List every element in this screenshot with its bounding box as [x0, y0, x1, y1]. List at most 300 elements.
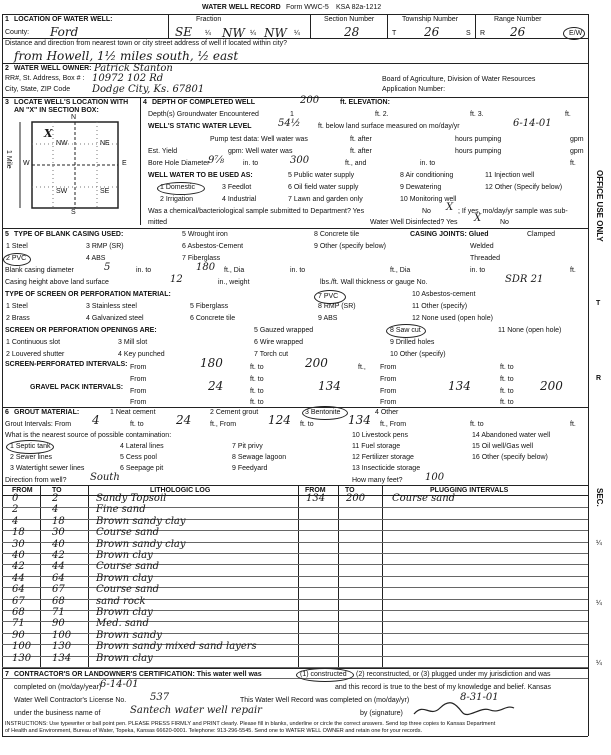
- range-direction: E/W: [569, 30, 583, 37]
- cert-line3b: This Water Well Record was completed on (mo/day/yr): [240, 697, 410, 704]
- perf-to-1: ft. to: [250, 364, 264, 371]
- log-to-header: TO: [52, 487, 62, 494]
- ksa-number: KSA 82a-1212: [336, 4, 382, 11]
- log-to[interactable]: 44: [52, 561, 65, 573]
- casing-pvc-circle: [3, 253, 31, 266]
- opening-key[interactable]: 4 Key punched: [118, 351, 165, 358]
- township-t: T: [392, 30, 397, 37]
- log-from[interactable]: 130: [12, 652, 32, 664]
- gravel-from-4: From: [380, 399, 397, 406]
- section-1-number: 1: [5, 16, 9, 23]
- mile-label: 1 Mile: [5, 150, 12, 169]
- log-to[interactable]: 130: [52, 641, 72, 653]
- grout-to-1[interactable]: 24: [176, 413, 192, 427]
- log-from[interactable]: 40: [12, 550, 25, 561]
- bore-diameter[interactable]: 9⅞: [208, 155, 225, 166]
- log-from[interactable]: 2: [12, 504, 19, 516]
- grout-to-2[interactable]: 134: [348, 413, 371, 427]
- opening-continuous[interactable]: 1 Continuous slot: [6, 339, 61, 346]
- county-value[interactable]: Ford: [50, 25, 79, 39]
- plug-from-header: FROM: [305, 487, 326, 494]
- gravel-to-3: ft. to: [250, 399, 264, 406]
- quadrant-nw: NW: [56, 140, 68, 147]
- contamination-label: What is the nearest source of possible contamination:: [5, 432, 172, 439]
- log-to[interactable]: 40: [52, 538, 65, 550]
- casing-other[interactable]: 9 Other (specify below): [314, 243, 386, 250]
- opening-gauzed[interactable]: 5 Gauzed wrapped: [254, 327, 314, 334]
- well-location-mark[interactable]: X: [44, 127, 53, 140]
- contam-privy[interactable]: 7 Pit privy: [232, 443, 263, 450]
- static-level-value[interactable]: 54½: [278, 118, 301, 129]
- cert-line1: CONTRACTOR'S OR LANDOWNER'S CERTIFICATION: This water well was: [14, 671, 262, 678]
- casing-threaded[interactable]: Threaded: [470, 255, 500, 262]
- quadrant-sw: SW: [56, 188, 68, 195]
- chem-sample-label: Was a chemical/bacteriological sample submitted to Department? Yes: [148, 208, 365, 215]
- contam-insecticide[interactable]: 13 Insecticide storage: [352, 465, 421, 472]
- side-q1: ¼: [596, 540, 602, 547]
- log-to[interactable]: 100: [52, 629, 72, 641]
- fraction-2[interactable]: NW: [222, 26, 245, 40]
- owner-heading: WATER WELL OWNER:: [14, 65, 92, 72]
- chem-mitted: mitted: [148, 219, 168, 226]
- gravel-from-1: From: [130, 388, 147, 395]
- form-title: WATER WELL RECORD: [202, 4, 281, 11]
- yield-hours: hours pumping: [455, 148, 502, 155]
- log-from[interactable]: 30: [12, 538, 25, 550]
- log-from[interactable]: 67: [12, 595, 25, 607]
- casing-steel[interactable]: 1 Steel: [6, 243, 28, 250]
- contam-other[interactable]: 16 Other (specify below): [472, 454, 548, 461]
- log-from[interactable]: 90: [12, 629, 25, 641]
- screen-asbestos[interactable]: 10 Asbestos-cement: [412, 291, 476, 298]
- casing-diameter[interactable]: 5: [104, 262, 111, 273]
- cert-date-2[interactable]: 8-31-01: [460, 692, 499, 703]
- address-value[interactable]: 10972 102 Rd: [92, 73, 164, 84]
- casing-abs[interactable]: 4 ABS: [86, 255, 106, 262]
- log-description[interactable]: Brown clay: [96, 550, 153, 561]
- use-dewatering[interactable]: 9 Dewatering: [400, 184, 442, 191]
- log-to[interactable]: 2: [52, 493, 59, 504]
- section-2-number: 2: [5, 65, 9, 72]
- static-level-label: WELL'S STATIC WATER LEVEL: [148, 123, 252, 130]
- owner-name[interactable]: Patrick Stanton: [94, 63, 173, 74]
- casing-rmp[interactable]: 3 RMP (SR): [86, 243, 124, 250]
- contam-fuel[interactable]: 11 Fuel storage: [352, 443, 401, 450]
- grout-from-3-label: ft., From: [380, 421, 407, 428]
- perf-from-1: From: [130, 364, 147, 371]
- disinfected-x[interactable]: X: [474, 213, 482, 224]
- compass-w: W: [23, 160, 30, 167]
- use-domestic[interactable]: 1 Domestic: [160, 184, 196, 191]
- quadrant-ne: NE: [100, 140, 110, 147]
- yield-label: Est. Yield: [148, 148, 178, 155]
- casing-height-label: Casing height above land surface: [5, 279, 109, 286]
- opening-louvered[interactable]: 2 Louvered shutter: [6, 351, 65, 358]
- log-from[interactable]: 0: [12, 493, 19, 504]
- log-from-header: FROM: [12, 487, 33, 494]
- contam-abandoned[interactable]: 14 Abandoned water well: [472, 432, 551, 439]
- fraction-1[interactable]: SE: [175, 25, 192, 39]
- pump-gpm: gpm: [570, 136, 584, 143]
- plug-from[interactable]: 134: [306, 493, 326, 504]
- casing-asbestos[interactable]: 6 Asbestos-Cement: [182, 243, 244, 250]
- screen-pvc[interactable]: 7 PVC: [318, 293, 339, 300]
- log-to[interactable]: 134: [52, 652, 72, 664]
- cert-line2b: and this record is true to the best of my knowledge and belief. Kansas: [335, 684, 551, 691]
- use-irrigation[interactable]: 2 Irrigation: [160, 196, 194, 203]
- perf-to-4: ft. to: [500, 376, 514, 383]
- static-level-tail: ft. below land surface measured on mo/day/yr: [318, 123, 460, 130]
- disinfected-no: No: [500, 219, 509, 226]
- cert-business-label: under the business name of: [14, 710, 101, 717]
- groundwater-3: ft. 3.: [470, 111, 484, 118]
- contam-oilgas[interactable]: 15 Oil well/Gas well: [472, 443, 534, 450]
- grout-to-2-label: ft. to: [300, 421, 314, 428]
- log-to[interactable]: 4: [52, 504, 59, 516]
- address-label: RR#, St. Address, Box # :: [5, 75, 85, 82]
- use-oilfield[interactable]: 6 Oil field water supply: [288, 184, 359, 191]
- instructions-2: of Health and Environment, Bureau of Water, Topeka, Kansas 66620-0001. Telephone: 913-296-5545. Send one to WATER WELL OWNER and retain one for your records.: [5, 728, 423, 734]
- howmany-label: How many feet?: [352, 477, 403, 484]
- chem-sample-x[interactable]: X: [446, 202, 454, 213]
- casing-height[interactable]: 12: [170, 274, 183, 285]
- form-number: Form WWC-5: [286, 4, 329, 11]
- bore-ft-2: ft.: [570, 160, 576, 167]
- screen-fiberglass[interactable]: 5 Fiberglass: [190, 303, 229, 310]
- log-description[interactable]: Brown sandy clay: [96, 538, 186, 550]
- log-to[interactable]: 71: [52, 607, 65, 618]
- opening-torch[interactable]: 7 Torch cut: [254, 351, 289, 358]
- perf-from-value[interactable]: 180: [200, 356, 223, 370]
- locate-heading: LOCATE WELL'S LOCATION WITH: [14, 99, 129, 106]
- bore-depth[interactable]: 300: [290, 155, 310, 166]
- yield-after: ft. after: [350, 148, 372, 155]
- distance-label: Distance and direction from nearest town or city street address of well if located within city?: [5, 40, 288, 47]
- casing-in-to-2: in. to: [290, 267, 306, 274]
- casing-joints-label: CASING JOINTS: Glued: [410, 231, 489, 238]
- use-lawn[interactable]: 7 Lawn and garden only: [288, 196, 363, 203]
- casing-weight-label: in., weight: [218, 279, 250, 286]
- yield-gpm: gpm: [570, 148, 584, 155]
- gravel-from-value-1[interactable]: 24: [208, 379, 224, 393]
- screen-concrete[interactable]: 6 Concrete tile: [190, 315, 236, 322]
- log-description[interactable]: Brown clay: [96, 652, 153, 664]
- casing-pvc[interactable]: 2 PVC: [6, 255, 27, 262]
- opening-saw-circle: [386, 324, 426, 338]
- quadrant-se: SE: [100, 188, 110, 195]
- groundwater-label: Depth(s) Groundwater Encountered: [148, 111, 259, 118]
- casing-heading: TYPE OF BLANK CASING USED:: [14, 231, 124, 238]
- log-description[interactable]: Course sand: [96, 584, 160, 596]
- log-to[interactable]: 30: [52, 527, 65, 539]
- cert-date[interactable]: 6-14-01: [100, 679, 139, 690]
- cert-by-label: by (signature): [360, 710, 403, 717]
- side-sec: SEC.: [595, 488, 604, 507]
- casing-depth[interactable]: 180: [196, 262, 216, 273]
- log-description[interactable]: Brown sandy clay: [96, 515, 186, 527]
- bore-in-to: in. to: [243, 160, 259, 167]
- use-other[interactable]: 12 Other (Specify below): [485, 184, 563, 191]
- chem-sample-tail: ; If yes, mo/day/yr sample was sub-: [458, 208, 568, 215]
- log-from[interactable]: 68: [12, 607, 25, 618]
- casing-clamped[interactable]: Clamped: [527, 231, 556, 238]
- screen-stainless[interactable]: 3 Stainless steel: [86, 303, 137, 310]
- screen-galvanized[interactable]: 4 Galvanized steel: [86, 315, 144, 322]
- section-4-number: 4: [143, 99, 147, 106]
- grout-from-1[interactable]: 4: [92, 413, 100, 427]
- screen-heading: TYPE OF SCREEN OR PERFORATION MATERIAL:: [5, 291, 171, 298]
- contam-lateral[interactable]: 4 Lateral lines: [120, 443, 164, 450]
- log-to[interactable]: 90: [52, 618, 65, 630]
- board-label: Board of Agriculture, Division of Water Resources: [382, 76, 536, 83]
- quarter-3: ¼: [294, 30, 300, 37]
- gravel-to-4: ft. to: [500, 399, 514, 406]
- groundwater-1: 1: [290, 111, 294, 118]
- grout-to-1-label: ft. to: [130, 421, 144, 428]
- instructions-1: INSTRUCTIONS: Use typewriter or ball point pen. PLEASE PRESS FIRMLY and PRINT clearly. Please fill in blanks, underline or circle the correct answers. Send top three copies to Kansas Department: [5, 721, 496, 727]
- pump-after: ft. after: [350, 136, 372, 143]
- log-description[interactable]: Brown clay: [96, 572, 153, 584]
- casing-concrete[interactable]: 8 Concrete tile: [314, 231, 360, 238]
- log-from[interactable]: 71: [12, 618, 25, 630]
- section-5-number: 5: [5, 231, 9, 238]
- township-label: Township Number: [402, 16, 459, 23]
- pump-hours: hours pumping: [455, 136, 502, 143]
- cert-license[interactable]: 537: [150, 692, 170, 703]
- grout-heading: GROUT MATERIAL:: [14, 409, 80, 416]
- log-from[interactable]: 64: [12, 584, 25, 596]
- gravel-from-3: From: [130, 399, 147, 406]
- plug-to-header: TO: [345, 487, 355, 494]
- log-description[interactable]: Med. sand: [96, 618, 149, 630]
- log-from[interactable]: 18: [12, 527, 25, 539]
- opening-other[interactable]: 10 Other (specify): [390, 351, 446, 358]
- quarter-1: ¼: [205, 30, 211, 37]
- use-injection[interactable]: 11 Injection well: [485, 172, 535, 179]
- city-value[interactable]: Dodge City, Ks. 67801: [92, 84, 205, 95]
- perf-to-3: ft. to: [250, 376, 264, 383]
- opening-none[interactable]: 11 None (open hole): [498, 327, 562, 334]
- gravel-to-value-2[interactable]: 200: [540, 379, 563, 393]
- side-q2: ¼: [596, 600, 602, 607]
- chem-sample-no: No: [422, 208, 431, 215]
- side-t: T: [596, 300, 601, 307]
- contam-seepage[interactable]: 6 Seepage pit: [120, 465, 164, 472]
- grout-from-2[interactable]: 124: [268, 413, 291, 427]
- log-from[interactable]: 4: [12, 515, 19, 527]
- contam-fertilizer[interactable]: 12 Fertilizer storage: [352, 454, 414, 461]
- perf-intervals-label: SCREEN-PERFORATED INTERVALS:: [5, 361, 128, 368]
- groundwater-end: ft.: [565, 111, 571, 118]
- casing-welded[interactable]: Welded: [470, 243, 494, 250]
- plug-to[interactable]: 200: [346, 493, 366, 504]
- log-title-header: LITHOLOGIC LOG: [150, 487, 211, 494]
- openings-heading: SCREEN OR PERFORATION OPENINGS ARE:: [5, 327, 157, 334]
- log-to[interactable]: 68: [52, 595, 65, 607]
- opening-drilled[interactable]: 9 Drilled holes: [390, 339, 435, 346]
- casing-in-to: in. to: [136, 267, 152, 274]
- bore-label: Bore Hole Diameter: [148, 160, 210, 167]
- log-description[interactable]: Sandy Topsoil: [96, 493, 167, 504]
- grout-from-2-label: ft., From: [210, 421, 237, 428]
- contam-lagoon[interactable]: 8 Sewage lagoon: [232, 454, 287, 461]
- use-ac[interactable]: 8 Air conditioning: [400, 172, 454, 179]
- screen-pvc-circle: [314, 290, 346, 304]
- disinfected-label: Water Well Disinfected? Yes: [370, 219, 458, 226]
- perf-to-value[interactable]: 200: [305, 356, 328, 370]
- quarter-2: ¼: [250, 30, 256, 37]
- section-number-label: Section Number: [324, 16, 375, 23]
- compass-s: S: [71, 209, 76, 216]
- log-to[interactable]: 67: [52, 584, 65, 596]
- plug-title-header: PLUGGING INTERVALS: [430, 487, 509, 494]
- cert-constructed[interactable]: (1) constructed: [300, 671, 347, 678]
- perf-from-4: From: [380, 376, 397, 383]
- screen-none[interactable]: 12 None used (open hole): [412, 315, 493, 322]
- side-r: R: [596, 375, 602, 382]
- locate-heading-2: AN "X" IN SECTION BOX:: [14, 107, 99, 114]
- cert-line2: completed on (mo/day/year): [14, 684, 102, 691]
- depth-value[interactable]: 200: [300, 95, 320, 106]
- section-6-number: 6: [5, 409, 9, 416]
- use-industrial[interactable]: 4 Industrial: [222, 196, 257, 203]
- use-domestic-circle: [157, 182, 205, 195]
- opening-wire[interactable]: 6 Wire wrapped: [254, 339, 304, 346]
- log-from[interactable]: 100: [12, 641, 32, 653]
- range-r: R: [480, 30, 486, 37]
- plug-description[interactable]: Course sand: [392, 493, 456, 504]
- gravel-from-2: From: [380, 388, 397, 395]
- contam-septic-circle: [6, 440, 54, 454]
- gravel-from-value-2[interactable]: 134: [448, 379, 471, 393]
- casing-ft-3: ft.: [570, 267, 576, 274]
- section-3-number: 3: [5, 99, 9, 106]
- contam-septic[interactable]: 1 Septic tank: [10, 443, 51, 450]
- screen-abs[interactable]: 9 ABS: [318, 315, 338, 322]
- contam-watertight[interactable]: 3 Watertight sewer lines: [10, 465, 85, 472]
- use-monitoring[interactable]: 10 Monitoring well: [400, 196, 457, 203]
- screen-rmp[interactable]: 8 RMP (SR): [318, 303, 356, 310]
- application-number-label: Application Number:: [382, 86, 446, 93]
- log-description[interactable]: Course sand: [96, 527, 160, 539]
- log-to[interactable]: 42: [52, 550, 65, 561]
- log-description[interactable]: sand rock: [96, 595, 146, 607]
- log-from[interactable]: 42: [12, 561, 25, 573]
- casing-ft-dia-2: ft., Dia: [390, 267, 411, 274]
- bore-ft-and: ft., and: [345, 160, 367, 167]
- cert-constructed-circle: [296, 668, 354, 682]
- casing-diameter-label: Blank casing diameter: [5, 267, 74, 274]
- gravel-label: GRAVEL PACK INTERVALS:: [30, 384, 124, 391]
- grout-ft-end: ft.: [570, 421, 576, 428]
- grout-other[interactable]: 4 Other: [375, 409, 399, 416]
- bore-in-to-2: in. to: [420, 160, 436, 167]
- perf-from-3: From: [130, 376, 147, 383]
- direction-label: Direction from well?: [5, 477, 67, 484]
- yield-mid: gpm: Well water was: [228, 148, 293, 155]
- grout-cement[interactable]: 2 Cement grout: [210, 409, 259, 416]
- fraction-label: Fraction: [196, 16, 222, 23]
- township-number[interactable]: 26: [424, 25, 440, 39]
- log-description[interactable]: Brown clay: [96, 607, 153, 618]
- cert-line1b: (2) reconstructed, or (3) plugged under my jurisdiction and was: [356, 671, 551, 678]
- gravel-to-value-1[interactable]: 134: [318, 379, 341, 393]
- signature: [410, 700, 520, 718]
- perf-to-2: ft. to: [500, 364, 514, 371]
- grout-to-3-label: ft. to: [470, 421, 484, 428]
- office-use-label: OFFICE USE ONLY: [595, 170, 604, 242]
- range-label: Range Number: [494, 16, 542, 23]
- pump-test-label: Pump test data: Well water was: [210, 136, 308, 143]
- contam-cess[interactable]: 5 Cess pool: [120, 454, 157, 461]
- section-number[interactable]: 28: [344, 25, 360, 39]
- depth-ft-elevation: ft. ELEVATION:: [340, 99, 390, 106]
- screen-brass[interactable]: 2 Brass: [6, 315, 30, 322]
- direction-value[interactable]: South: [90, 472, 120, 483]
- log-from[interactable]: 44: [12, 572, 25, 584]
- log-description[interactable]: Fine sand: [96, 504, 146, 516]
- section-7-number: 7: [5, 671, 9, 678]
- cert-license-label: Water Well Contractor's License No.: [14, 697, 127, 704]
- log-to[interactable]: 18: [52, 515, 65, 527]
- side-q3: ¼: [596, 660, 602, 667]
- log-to[interactable]: 64: [52, 572, 65, 584]
- distance-value[interactable]: from Howell, 1½ miles south, ½ east: [14, 49, 239, 63]
- township-s: S: [466, 30, 471, 37]
- casing-ft-dia: ft., Dia: [224, 267, 245, 274]
- gravel-to-1: ft. to: [250, 388, 264, 395]
- log-description[interactable]: Brown sandy mixed sand layers: [96, 641, 257, 653]
- use-public[interactable]: 5 Public water supply: [288, 172, 355, 179]
- contam-sewer[interactable]: 2 Sewer lines: [10, 454, 53, 461]
- groundwater-2: ft. 2.: [375, 111, 389, 118]
- screen-steel[interactable]: 1 Steel: [6, 303, 28, 310]
- opening-mill[interactable]: 3 Mill slot: [118, 339, 148, 346]
- perf-from-2: From: [380, 364, 397, 371]
- contam-livestock[interactable]: 10 Livestock pens: [352, 432, 409, 439]
- screen-other[interactable]: 11 Other (specify): [412, 303, 468, 310]
- grout-intervals-label: Grout Intervals: From: [5, 421, 72, 428]
- static-level-date[interactable]: 6-14-01: [513, 118, 552, 129]
- range-number[interactable]: 26: [510, 25, 526, 39]
- compass-n: N: [71, 114, 77, 121]
- location-heading: LOCATION OF WATER WELL:: [14, 16, 113, 23]
- perf-ft-1: ft.,: [358, 364, 366, 371]
- grout-bentonite[interactable]: 3 Bentonite: [305, 409, 341, 416]
- fraction-3[interactable]: NW: [264, 26, 287, 40]
- log-description[interactable]: Course sand: [96, 561, 160, 573]
- cert-business[interactable]: Santech water well repair: [130, 705, 262, 716]
- use-heading: WELL WATER TO BE USED AS:: [148, 172, 253, 179]
- grout-neat[interactable]: 1 Neat cement: [110, 409, 156, 416]
- city-label: City, State, ZIP Code: [5, 86, 71, 93]
- depth-heading: DEPTH OF COMPLETED WELL: [152, 99, 256, 106]
- use-feedlot[interactable]: 3 Feedlot: [222, 184, 252, 191]
- casing-in-to-3: in. to: [470, 267, 486, 274]
- casing-gauge-label: lbs./ft. Wall thickness or gauge No.: [320, 279, 428, 286]
- opening-saw[interactable]: 8 Saw cut: [390, 327, 421, 334]
- casing-fiberglass[interactable]: 7 Fiberglass: [182, 255, 221, 262]
- grout-bentonite-circle: [302, 406, 348, 420]
- casing-wrought[interactable]: 5 Wrought iron: [182, 231, 228, 238]
- howmany-value[interactable]: 100: [425, 472, 445, 483]
- compass-e: E: [122, 160, 127, 167]
- casing-gauge[interactable]: SDR 21: [505, 274, 544, 285]
- log-description[interactable]: Brown sandy: [96, 629, 162, 641]
- contam-feedyard[interactable]: 9 Feedyard: [232, 465, 268, 472]
- county-label: County:: [5, 29, 30, 36]
- gravel-to-2: ft. to: [500, 388, 514, 395]
